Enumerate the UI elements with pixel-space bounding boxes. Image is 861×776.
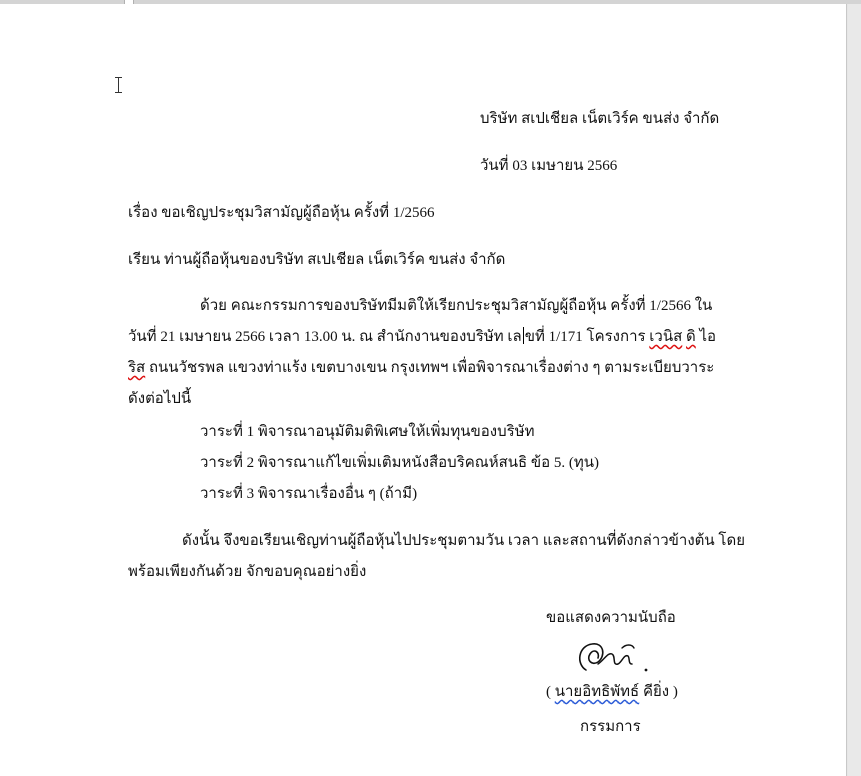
subject-line: เรื่อง ขอเชิญประชุมวิสามัญผู้ถือหุ้น ครั้งที่ 1/2566 xyxy=(128,205,435,221)
company-name: บริษัท สเปเชียล เน็ตเวิร์ค ขนส่ง จำกัด xyxy=(480,111,720,127)
paragraph-1-line-3 xyxy=(128,358,714,378)
p1-line2-text-a: วันที่ 21 เมษายน 2566 เวลา 13.00 น. ณ สำนักงานของบริษัท เล xyxy=(128,329,522,345)
agenda-item: วาระที่ 2 พิจารณาแก้ไขเพิ่มเติมหนังสือบริคณห์สนธิ ข้อ 5. (ทุน) xyxy=(200,455,600,471)
paragraph-1-line-4: ดังต่อไปนี้ xyxy=(128,391,192,407)
p1-line3-text: ถนนวัชรพล แขวงท่าแร้ง เขตบางเขน กรุงเทพฯ เพื่อพิจารณาเรื่องต่าง ๆ ตามระเบียบวาระ xyxy=(145,360,715,376)
p1-line2-text-b: ขที่ 1/171 โครงการ xyxy=(524,329,650,345)
name-open-paren: ( xyxy=(546,684,555,700)
date-label: วันที่ xyxy=(480,158,509,174)
agenda-item: วาระที่ 1 พิจารณาอนุมัติมติพิเศษให้เพิ่มทุนของบริษัท xyxy=(200,424,535,440)
salutation-line: เรียน ท่านผู้ถือหุ้นของบริษัท สเปเชียล เน็ตเวิร์ค ขนส่ง จำกัด xyxy=(128,252,506,268)
text-insertion-caret xyxy=(523,327,524,344)
date-value: 03 เมษายน 2566 xyxy=(512,158,618,174)
name-tail: คียิ่ง ) xyxy=(639,684,678,700)
text-cursor-icon xyxy=(114,76,124,94)
signatory-position: กรรมการ xyxy=(580,719,641,735)
p1-line2-text-c: ไอ xyxy=(695,329,717,345)
letter-date xyxy=(480,156,617,176)
vertical-scrollbar[interactable] xyxy=(848,4,861,776)
spellcheck-word[interactable]: ดิ xyxy=(686,329,696,345)
document-page[interactable] xyxy=(0,4,847,776)
agenda-item: วาระที่ 3 พิจารณาเรื่องอื่น ๆ (ถ้ามี) xyxy=(200,486,418,502)
paragraph-1-line-1: ด้วย คณะกรรมการของบริษัทมีมติให้เรียกประชุมวิสามัญผู้ถือหุ้น ครั้งที่ 1/2566 ใน xyxy=(200,298,713,314)
spellcheck-word[interactable]: ริส xyxy=(128,360,146,376)
signature-image xyxy=(572,634,656,680)
paragraph-2-line-2: พร้อมเพียงกันด้วย จักขอบคุณอย่างยิ่ง xyxy=(128,564,367,580)
paragraph-1-line-2 xyxy=(128,327,716,347)
signatory-name xyxy=(546,682,678,702)
closing-regards: ขอแสดงความนับถือ xyxy=(546,610,676,626)
spellcheck-name[interactable]: นายอิทธิพัทธ์ xyxy=(554,684,640,700)
spellcheck-word[interactable]: เวนิส xyxy=(649,329,683,345)
paragraph-2-line-1: ดังนั้น จึงขอเรียนเชิญท่านผู้ถือหุ้นไปประชุมตามวัน เวลา และสถานที่ดังกล่าวข้างต้น โดย xyxy=(182,533,745,549)
